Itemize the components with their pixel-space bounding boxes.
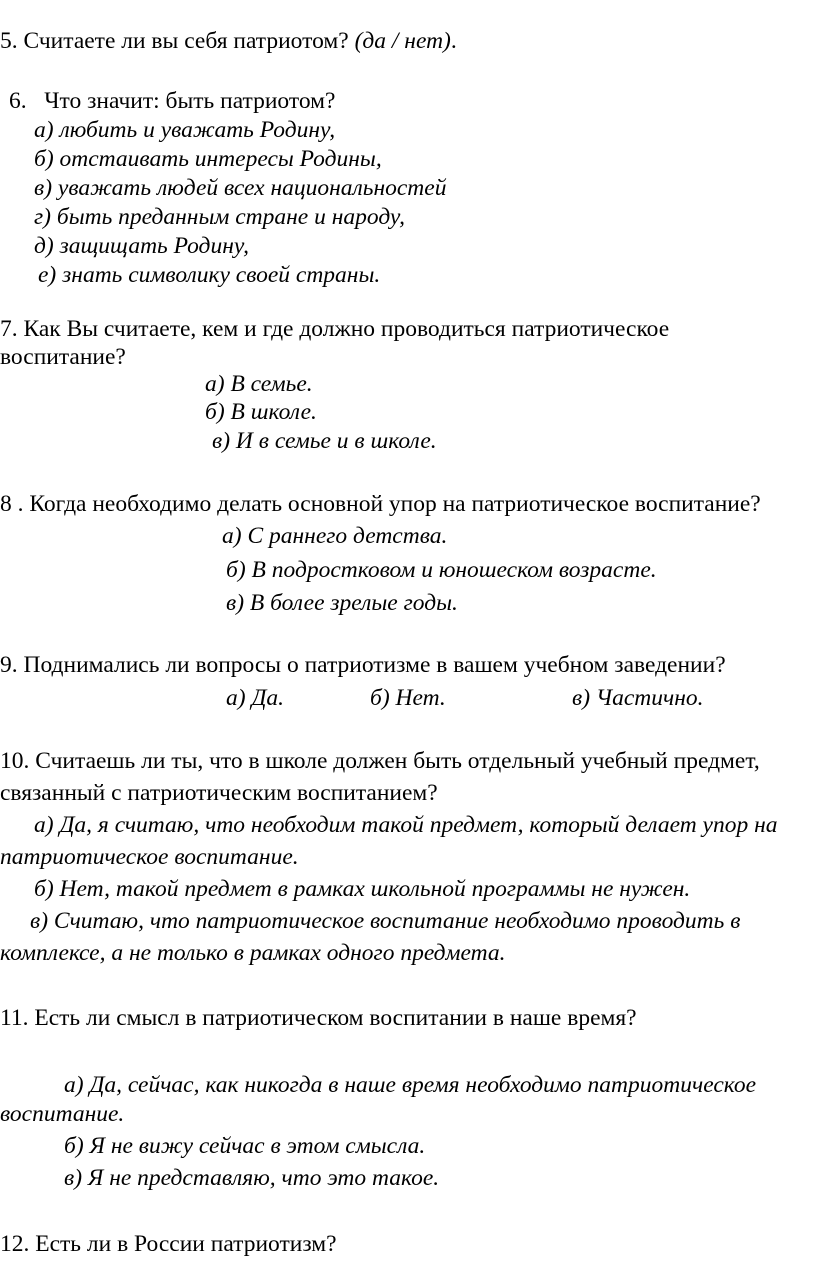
q7-option-b: б) В школе. (205, 399, 317, 425)
q9-option-a: а) Да. (226, 685, 285, 711)
q6-option-e: д) защищать Родину, (34, 233, 249, 259)
question-5-dot: . (450, 28, 457, 54)
q6-option-b: б) отстаивать интересы Родины, (34, 146, 382, 172)
question-12: 12. Есть ли в России патриотизм? (0, 1231, 337, 1257)
question-7-line-1: 7. Как Вы считаете, кем и где должно проводиться патриотическое (0, 316, 670, 342)
q6-option-f: е) знать символику своей страны. (38, 262, 381, 288)
q7-option-c: в) И в семье и в школе. (212, 428, 437, 454)
q11-option-a-line-1: а) Да, сейчас, как никогда в наше время необходимо патриотическое (64, 1072, 757, 1098)
q11-option-b: б) Я не вижу сейчас в этом смысла. (64, 1133, 426, 1159)
q11-option-a-line-2: воспитание. (0, 1101, 125, 1127)
q6-option-a: а) любить и уважать Родину, (34, 117, 336, 143)
q9-option-b: б) Нет. (370, 685, 446, 711)
question-5-answer: (да / нет) (354, 28, 451, 54)
q10-option-c-line-2: комплексе, а не только в рамках одного предмета. (0, 940, 506, 966)
question-5-text: 5. Считаете ли вы себя патриотом? (0, 28, 349, 54)
q10-option-a-line-1: а) Да, я считаю, что необходим такой предмет, который делает упор на (34, 812, 778, 838)
question-10-line-2: связанный с патриотическим воспитанием? (0, 780, 438, 806)
question-8: 8 . Когда необходимо делать основной упор на патриотическое воспитание? (0, 491, 761, 517)
q10-option-a-line-2: патриотическое воспитание. (0, 844, 299, 870)
q6-option-d: г) быть преданным стране и народу, (34, 204, 406, 230)
q8-option-c: в) В более зрелые годы. (226, 590, 458, 616)
question-10-line-1: 10. Считаешь ли ты, что в школе должен быть отдельный учебный предмет, (0, 748, 760, 774)
question-6-number: 6. (9, 88, 27, 114)
q8-option-b: б) В подростковом и юношеском возрасте. (226, 557, 657, 583)
question-6-text: Что значит: быть патриотом? (44, 88, 336, 114)
q9-option-c: в) Частично. (572, 685, 704, 711)
question-5 (0, 27, 457, 55)
question-11: 11. Есть ли смысл в патриотическом воспитании в наше время? (0, 1005, 637, 1031)
question-9: 9. Поднимались ли вопросы о патриотизме в вашем учебном заведении? (0, 652, 726, 678)
q10-option-c-line-1: в) Считаю, что патриотическое воспитание необходимо проводить в (30, 908, 741, 934)
q8-option-a: а) С раннего детства. (222, 523, 448, 549)
question-7-line-2: воспитание? (0, 344, 126, 370)
q6-option-c: в) уважать людей всех национальностей (34, 175, 447, 201)
q10-option-b: б) Нет, такой предмет в рамках школьной программы не нужен. (34, 876, 691, 902)
q11-option-c: в) Я не представляю, что это такое. (64, 1165, 440, 1191)
q7-option-a: а) В семье. (205, 371, 313, 397)
question-6 (9, 87, 335, 115)
